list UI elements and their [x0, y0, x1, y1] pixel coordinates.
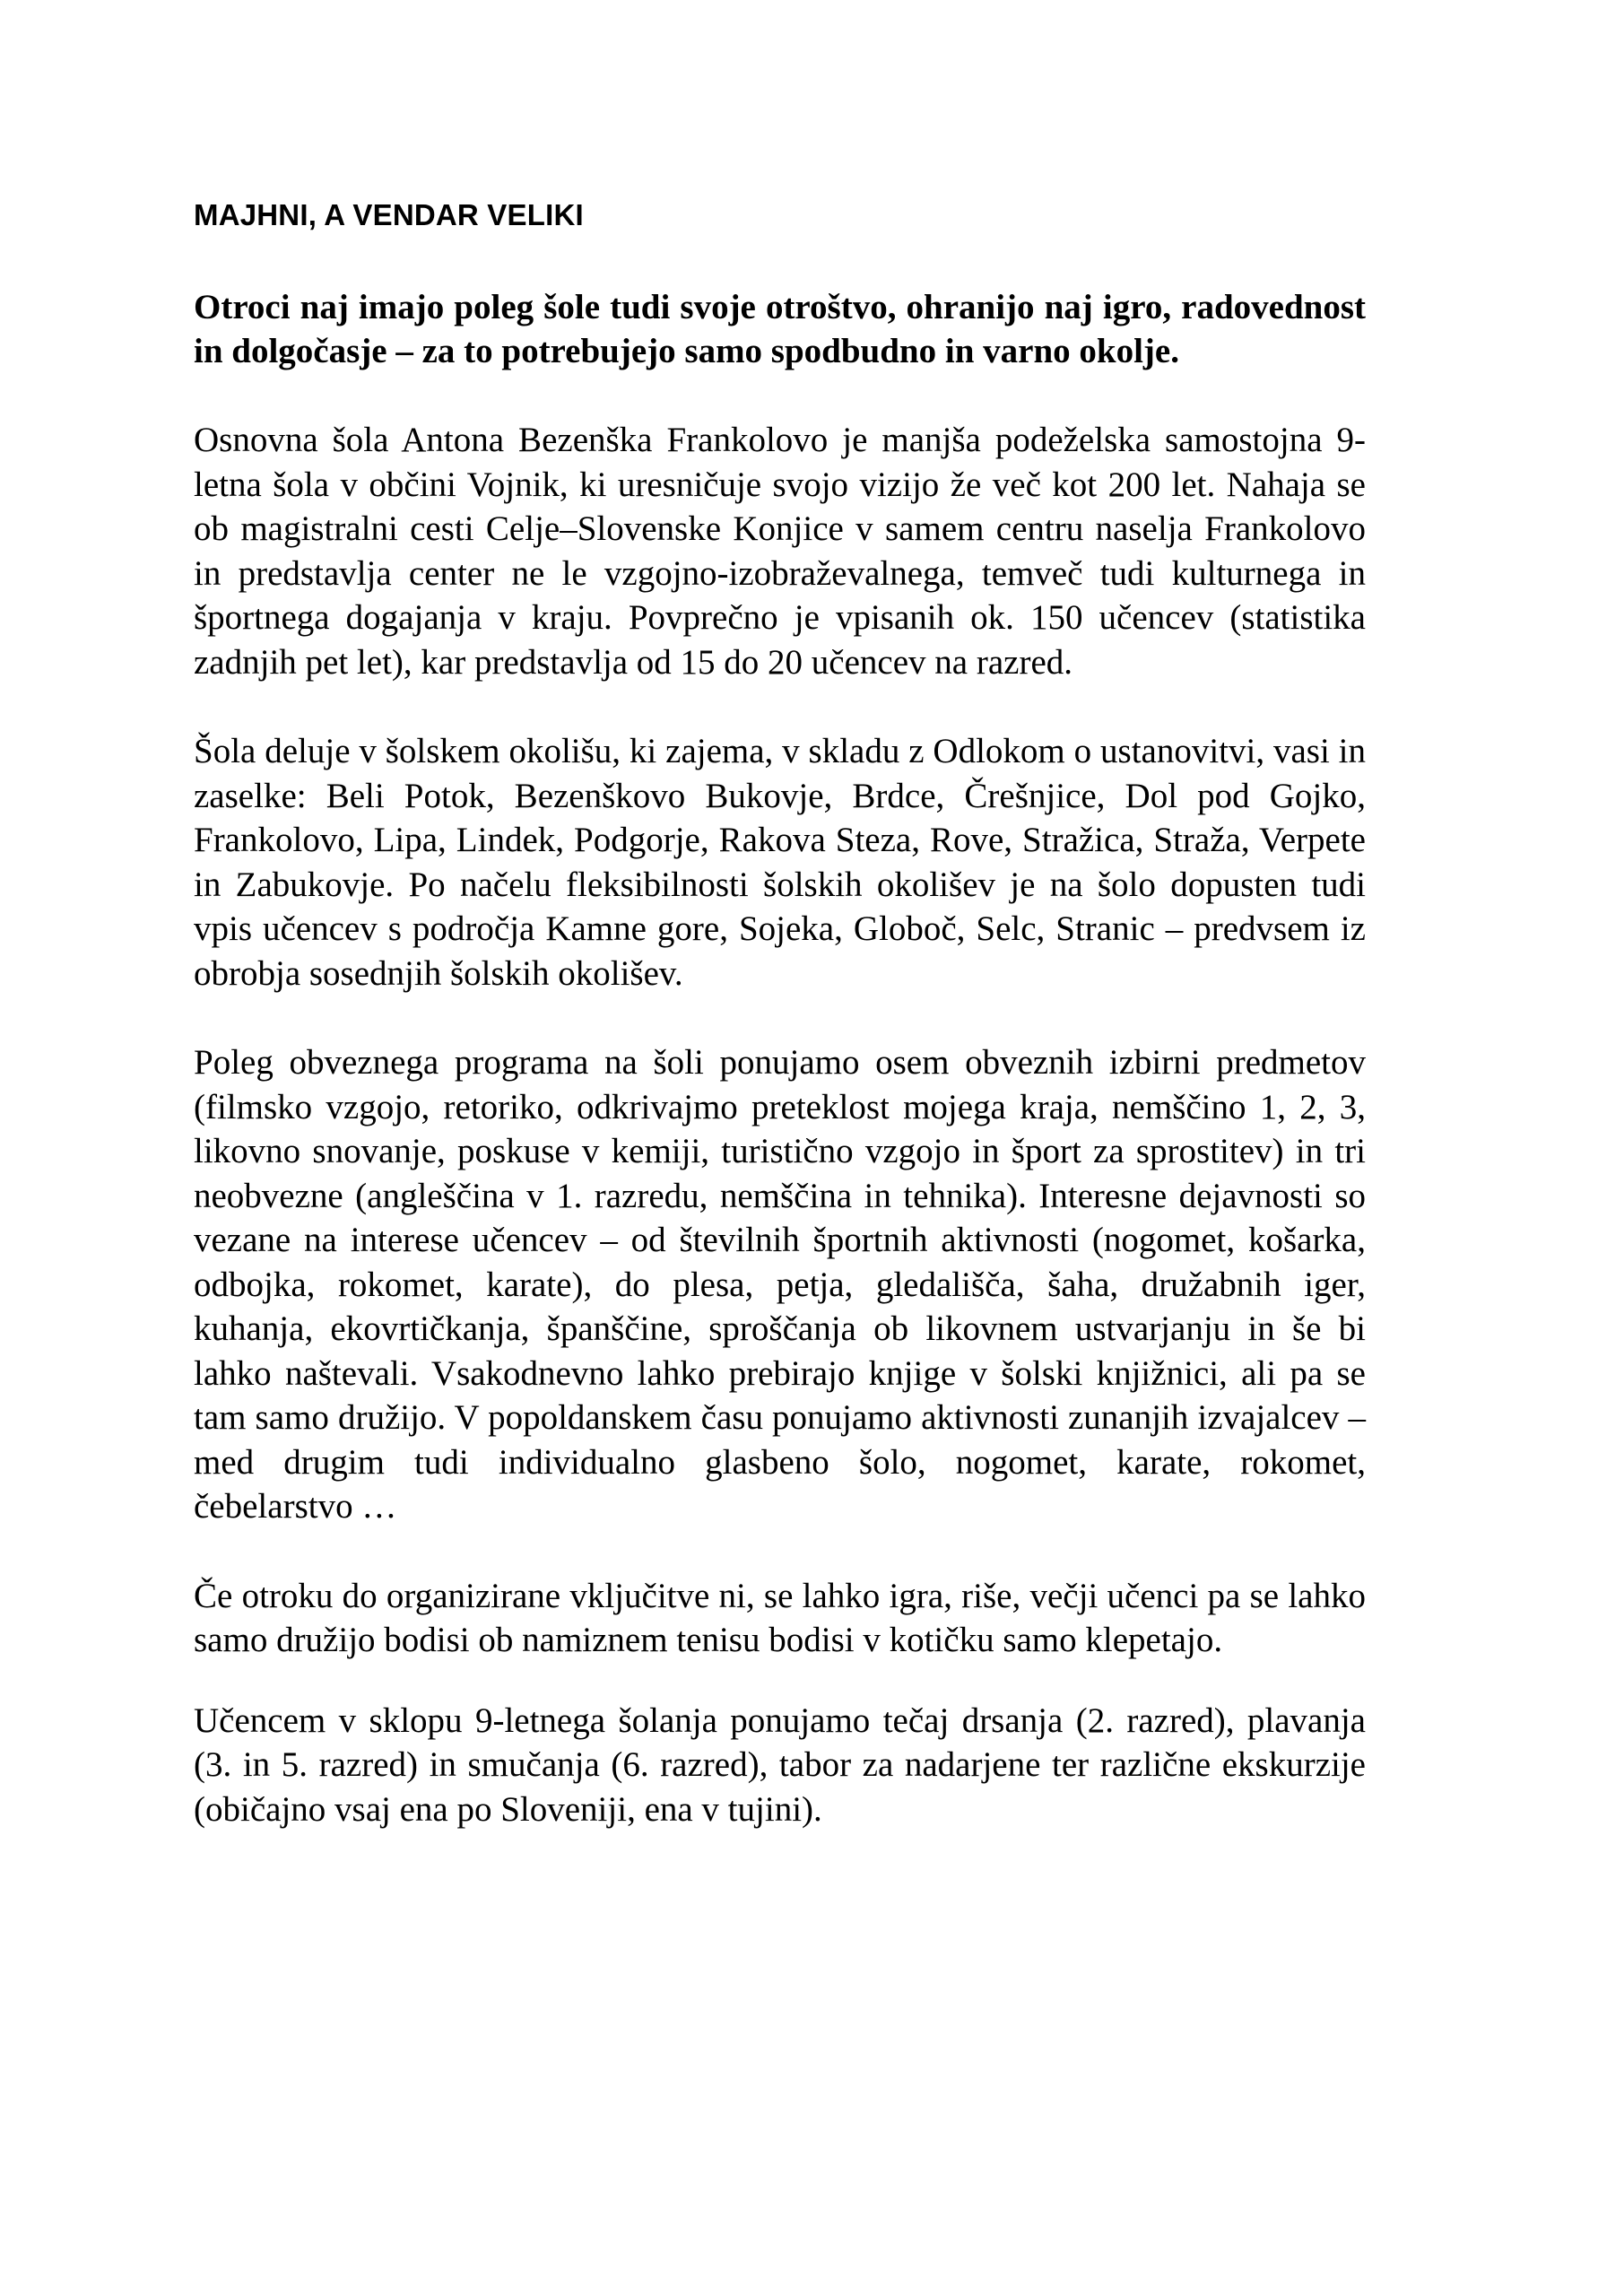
paragraph-programs: Poleg obveznega programa na šoli ponujamo osem obveznih izbirni predmetov (filmsko vzgojo, retoriko, odkrivajmo preteklost mojega kraja, nemščino 1, 2, 3, likovno snovanje, poskuse v kemiji, turistično vzgojo in šport za sprostitev) in tri neobvezne (angleščina v 1. razredu, nemščina in tehnika). Interesne dejavnosti so vezane na interese učencev – od številnih športnih aktivnosti (nogomet, košarka, odbojka, rokomet, karate), do plesa, petja, gledališča, šaha, družabnih iger, kuhanja, ekovrtičkanja, španščine, sproščanja ob likovnem ustvarjanju in še bi lahko naštevali. Vsakodnevno lahko prebirajo knjige v šolski knjižnici, ali pa se tam samo družijo. V popoldanskem času ponujamo aktivnosti zunanjih izvajalcev – med drugim tudi individualno glasbeno šolo, nogomet, karate, rokomet, čebelarstvo …: [194, 1043, 1366, 1526]
paragraph-school-district: Šola deluje v šolskem okolišu, ki zajema, v skladu z Odlokom o ustanovitvi, vasi in zaselke: Beli Potok, Bezenškovo Bukovje, Brdce, Črešnjice, Dol pod Gojko, Frankolovo, Lipa, Lindek, Podgorje, Rakova Steza, Rove, Stražica, Straža, Verpete in Zabukovje. Po načelu fleksibilnosti šolskih okolišev je na šolo dopusten tudi vpis učencev s področja Kamne gore, Sojeka, Globoč, Selc, Stranic – predvsem iz obrobja sosednjih šolskih okolišev.: [194, 732, 1366, 993]
document-body: [194, 197, 1366, 1831]
paragraph-courses: Učencem v sklopu 9-letnega šolanja ponujamo tečaj drsanja (2. razred), plavanja (3. in 5. razred) in smučanja (6. razred), tabor za nadarjene ter različne ekskurzije (običajno vsaj ena po Sloveniji, ena v tujini).: [194, 1700, 1366, 1829]
paragraph-free-time: Če otroku do organizirane vključitve ni, se lahko igra, riše, večji učenci pa se lahko samo družijo bodisi ob namiznem tenisu bodisi v kotičku samo klepetajo.: [194, 1576, 1366, 1659]
document-heading: MAJHNI, A VENDAR VELIKI: [194, 198, 584, 231]
paragraph-school-intro: Osnovna šola Antona Bezenška Frankolovo je manjša podeželska samostojna 9-letna šola v občini Vojnik, ki uresničuje svojo vizijo že več kot 200 let. Nahaja se ob magistralni cesti Celje–Slovenske Konjice v samem centru naselja Frankolovo in predstavlja center ne le vzgojno-izobraževalnega, temveč tudi kulturnega in športnega dogajanja v kraju. Povprečno je vpisanih ok. 150 učencev (statistika zadnjih pet let), kar predstavlja od 15 do 20 učencev na razred.: [194, 421, 1366, 682]
lead-paragraph: Otroci naj imajo poleg šole tudi svoje otroštvo, ohranijo naj igro, radovednost in dolgočasje – za to potrebujejo samo spodbudno in varno okolje.: [194, 288, 1366, 370]
